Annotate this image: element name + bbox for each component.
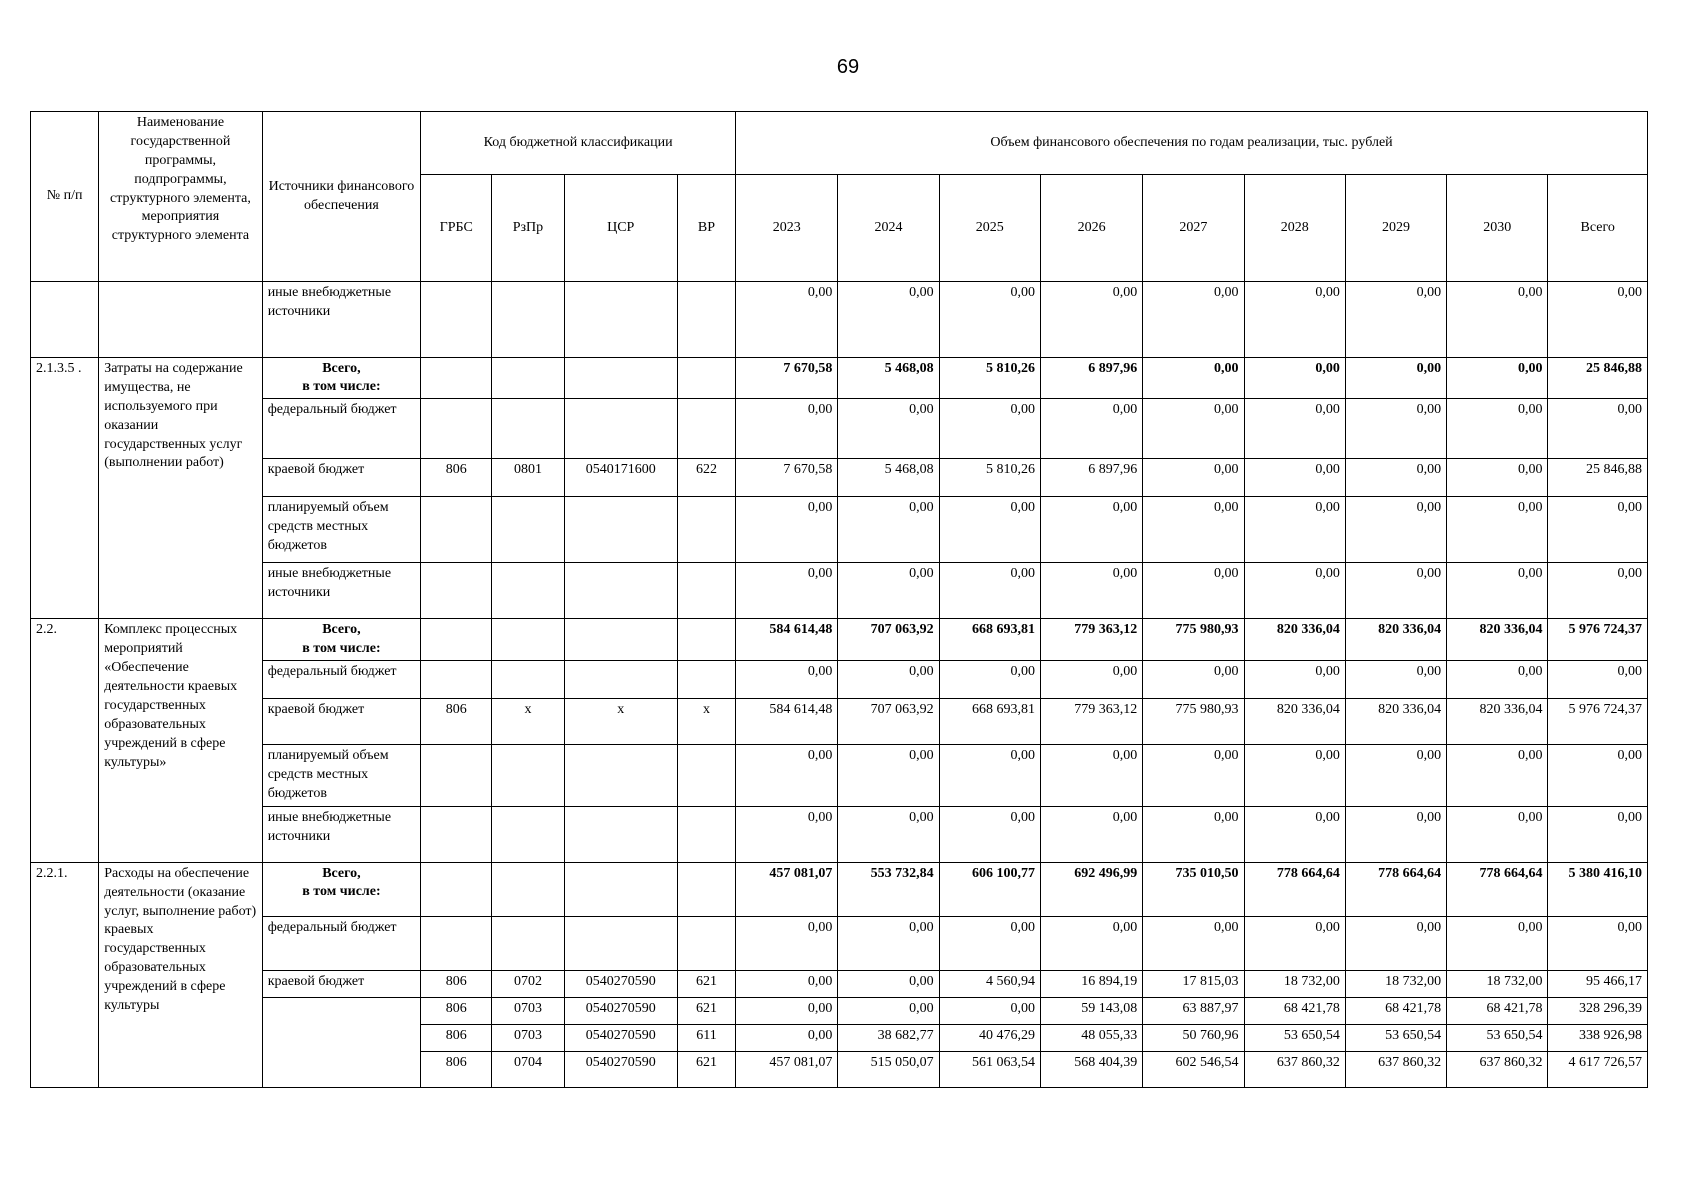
code-cell [677, 619, 735, 660]
value-cell: 820 336,04 [1447, 698, 1548, 744]
table-row [31, 806, 1648, 862]
value-cell: 0,00 [1345, 563, 1446, 619]
value-cell: 5 810,26 [939, 459, 1040, 497]
value-total-cell: 0,00 [1548, 563, 1648, 619]
value-cell: 0,00 [1345, 744, 1446, 806]
source-total-line2: в том числе: [302, 379, 381, 395]
code-cell [421, 358, 492, 399]
source-total-label [262, 358, 420, 399]
source-label: иные внебюджетные источники [262, 563, 420, 619]
value-cell: 5 468,08 [838, 358, 939, 399]
value-cell: 0,00 [1447, 497, 1548, 563]
value-cell: 637 860,32 [1447, 1051, 1548, 1087]
value-cell: 0,00 [1447, 459, 1548, 497]
value-cell: 0,00 [838, 997, 939, 1024]
value-cell: 0,00 [736, 1024, 838, 1051]
value-cell: 53 650,54 [1244, 1024, 1345, 1051]
value-cell: 457 081,07 [736, 1051, 838, 1087]
source-total-line1: Всего, [322, 361, 361, 376]
value-cell: 6 897,96 [1040, 459, 1142, 497]
value-cell: 820 336,04 [1447, 619, 1548, 660]
header-source: Источники финансового обеспечения [262, 112, 420, 282]
value-cell: 0,00 [1345, 806, 1446, 862]
value-cell: 0,00 [736, 744, 838, 806]
code-cell: 0540270590 [564, 970, 677, 997]
source-total-line2: в том числе: [302, 883, 381, 899]
code-cell: 806 [421, 997, 492, 1024]
value-cell: 0,00 [1040, 744, 1142, 806]
header-name: Наименование государственной программы, подпрограммы, структурного элемента, мероприятия структурного элемента [99, 112, 262, 282]
value-cell: 63 887,97 [1143, 997, 1244, 1024]
code-cell [492, 660, 564, 698]
value-cell: 0,00 [1345, 459, 1446, 497]
value-cell: 5 810,26 [939, 358, 1040, 399]
code-cell [564, 806, 677, 862]
value-cell: 0,00 [1143, 399, 1244, 459]
value-cell: 0,00 [1040, 660, 1142, 698]
code-cell [421, 862, 492, 916]
code-cell [421, 399, 492, 459]
header-year-3: 2026 [1040, 175, 1142, 282]
value-cell: 0,00 [1040, 916, 1142, 970]
value-cell: 0,00 [838, 282, 939, 358]
value-cell: 735 010,50 [1143, 862, 1244, 916]
table-row [31, 916, 1648, 970]
code-cell [492, 744, 564, 806]
value-cell: 0,00 [736, 563, 838, 619]
code-cell [677, 806, 735, 862]
value-cell: 0,00 [1143, 459, 1244, 497]
source-label: федеральный бюджет [262, 660, 420, 698]
value-cell: 68 421,78 [1244, 997, 1345, 1024]
code-cell: х [677, 698, 735, 744]
source-label [262, 997, 420, 1087]
code-cell [564, 563, 677, 619]
table-row [31, 862, 1648, 916]
source-label: краевой бюджет [262, 970, 420, 997]
value-cell: 0,00 [1345, 916, 1446, 970]
code-cell: 806 [421, 1024, 492, 1051]
value-cell: 707 063,92 [838, 698, 939, 744]
financing-table [30, 111, 1648, 1088]
table-row [31, 619, 1648, 660]
code-cell [564, 916, 677, 970]
value-total-cell: 328 296,39 [1548, 997, 1648, 1024]
value-cell: 0,00 [838, 970, 939, 997]
value-cell: 820 336,04 [1345, 698, 1446, 744]
code-cell [677, 399, 735, 459]
value-cell: 820 336,04 [1244, 698, 1345, 744]
value-cell: 0,00 [1143, 563, 1244, 619]
value-cell: 778 664,64 [1244, 862, 1345, 916]
code-cell: х [564, 698, 677, 744]
code-cell [421, 563, 492, 619]
value-cell: 0,00 [736, 282, 838, 358]
source-total-label [262, 619, 420, 660]
value-cell: 0,00 [736, 497, 838, 563]
value-cell: 0,00 [1244, 358, 1345, 399]
table-row [31, 997, 1648, 1024]
value-cell: 0,00 [1447, 744, 1548, 806]
table-row [31, 399, 1648, 459]
row-number [31, 282, 99, 358]
value-cell: 779 363,12 [1040, 619, 1142, 660]
value-cell: 0,00 [1244, 497, 1345, 563]
value-total-cell: 25 846,88 [1548, 358, 1648, 399]
header-code-0: ГРБС [421, 175, 492, 282]
header-year-4: 2027 [1143, 175, 1244, 282]
value-cell: 553 732,84 [838, 862, 939, 916]
value-cell: 0,00 [1244, 563, 1345, 619]
value-cell: 820 336,04 [1345, 619, 1446, 660]
value-total-cell: 0,00 [1548, 497, 1648, 563]
code-cell [492, 563, 564, 619]
code-cell [492, 358, 564, 399]
value-cell: 50 760,96 [1143, 1024, 1244, 1051]
value-cell: 0,00 [939, 916, 1040, 970]
source-label: иные внебюджетные источники [262, 806, 420, 862]
code-cell [421, 916, 492, 970]
value-cell: 0,00 [939, 497, 1040, 563]
value-cell: 0,00 [939, 282, 1040, 358]
value-cell: 6 897,96 [1040, 358, 1142, 399]
code-cell [564, 358, 677, 399]
source-label: планируемый объем средств местных бюджетов [262, 497, 420, 563]
table-row [31, 497, 1648, 563]
value-cell: 0,00 [736, 660, 838, 698]
value-cell: 40 476,29 [939, 1024, 1040, 1051]
code-cell: 0540171600 [564, 459, 677, 497]
value-cell: 820 336,04 [1244, 619, 1345, 660]
code-cell: 0702 [492, 970, 564, 997]
code-cell: 0703 [492, 1024, 564, 1051]
code-cell [421, 497, 492, 563]
code-cell [492, 399, 564, 459]
value-total-cell: 5 976 724,37 [1548, 698, 1648, 744]
value-cell: 0,00 [736, 970, 838, 997]
code-cell [677, 862, 735, 916]
value-cell: 7 670,58 [736, 459, 838, 497]
value-cell: 4 560,94 [939, 970, 1040, 997]
value-cell: 0,00 [1244, 660, 1345, 698]
source-label: планируемый объем средств местных бюджетов [262, 744, 420, 806]
value-cell: 606 100,77 [939, 862, 1040, 916]
code-cell [677, 358, 735, 399]
value-cell: 18 732,00 [1447, 970, 1548, 997]
code-cell: 0704 [492, 1051, 564, 1087]
row-name: Расходы на обеспечение деятельности (оказание услуг, выполнение работ) краевых государственных образовательных учреждений в сфере культуры [99, 862, 262, 1087]
value-cell: 0,00 [736, 997, 838, 1024]
value-cell: 0,00 [939, 563, 1040, 619]
value-cell: 0,00 [1244, 399, 1345, 459]
value-cell: 0,00 [1143, 358, 1244, 399]
code-cell: 622 [677, 459, 735, 497]
value-total-cell: 5 976 724,37 [1548, 619, 1648, 660]
row-number: 2.2. [31, 619, 99, 862]
header-code-1: РзПр [492, 175, 564, 282]
value-cell: 637 860,32 [1244, 1051, 1345, 1087]
value-cell: 637 860,32 [1345, 1051, 1446, 1087]
value-total-cell: 5 380 416,10 [1548, 862, 1648, 916]
value-cell: 0,00 [1244, 282, 1345, 358]
value-cell: 0,00 [838, 660, 939, 698]
code-cell: 611 [677, 1024, 735, 1051]
value-cell: 18 732,00 [1244, 970, 1345, 997]
code-cell [677, 563, 735, 619]
value-cell: 0,00 [736, 399, 838, 459]
value-cell: 0,00 [736, 916, 838, 970]
value-cell: 0,00 [1447, 660, 1548, 698]
value-cell: 53 650,54 [1345, 1024, 1446, 1051]
value-cell: 0,00 [1244, 806, 1345, 862]
code-cell [564, 619, 677, 660]
code-cell: 0703 [492, 997, 564, 1024]
code-cell [492, 806, 564, 862]
source-label: иные внебюджетные источники [262, 282, 420, 358]
table-row [31, 970, 1648, 997]
header-year-1: 2024 [838, 175, 939, 282]
header-year-7: 2030 [1447, 175, 1548, 282]
code-cell [492, 916, 564, 970]
value-cell: 0,00 [1040, 806, 1142, 862]
value-cell: 0,00 [1040, 399, 1142, 459]
value-cell: 0,00 [1143, 282, 1244, 358]
header-year-0: 2023 [736, 175, 838, 282]
code-cell [421, 806, 492, 862]
value-cell: 5 468,08 [838, 459, 939, 497]
code-cell: 0540270590 [564, 997, 677, 1024]
code-cell: 806 [421, 970, 492, 997]
row-name: Затраты на содержание имущества, не используемого при оказании государственных услуг (выполнении работ) [99, 358, 262, 619]
header-num: № п/п [31, 112, 99, 282]
header-code-2: ЦСР [564, 175, 677, 282]
value-cell: 0,00 [1143, 660, 1244, 698]
source-label: краевой бюджет [262, 698, 420, 744]
code-cell [564, 399, 677, 459]
value-total-cell: 0,00 [1548, 282, 1648, 358]
value-cell: 0,00 [1143, 806, 1244, 862]
header-code-3: ВР [677, 175, 735, 282]
value-cell: 668 693,81 [939, 619, 1040, 660]
code-cell [677, 660, 735, 698]
value-cell: 0,00 [1040, 563, 1142, 619]
row-number: 2.1.3.5 . [31, 358, 99, 619]
header-year-2: 2025 [939, 175, 1040, 282]
value-cell: 16 894,19 [1040, 970, 1142, 997]
code-cell [564, 282, 677, 358]
value-cell: 668 693,81 [939, 698, 1040, 744]
code-cell: 806 [421, 698, 492, 744]
code-cell: 0540270590 [564, 1051, 677, 1087]
value-cell: 0,00 [939, 806, 1040, 862]
source-label: краевой бюджет [262, 459, 420, 497]
value-cell: 778 664,64 [1345, 862, 1446, 916]
value-cell: 0,00 [838, 744, 939, 806]
value-cell: 0,00 [939, 660, 1040, 698]
code-cell [677, 916, 735, 970]
value-total-cell: 0,00 [1548, 660, 1648, 698]
value-cell: 0,00 [1447, 563, 1548, 619]
code-cell [564, 862, 677, 916]
table-row [31, 744, 1648, 806]
source-label: федеральный бюджет [262, 916, 420, 970]
value-cell: 568 404,39 [1040, 1051, 1142, 1087]
row-name [99, 282, 262, 358]
value-cell: 38 682,77 [838, 1024, 939, 1051]
value-cell: 0,00 [838, 806, 939, 862]
value-cell: 0,00 [838, 916, 939, 970]
value-cell: 0,00 [1345, 358, 1446, 399]
value-cell: 0,00 [1244, 459, 1345, 497]
code-cell [564, 744, 677, 806]
value-cell: 0,00 [1345, 660, 1446, 698]
source-total-line1: Всего, [322, 622, 361, 638]
value-cell: 775 980,93 [1143, 619, 1244, 660]
source-label: федеральный бюджет [262, 399, 420, 459]
value-cell: 0,00 [1447, 916, 1548, 970]
value-total-cell: 0,00 [1548, 744, 1648, 806]
code-cell [421, 282, 492, 358]
code-cell [421, 619, 492, 660]
value-cell: 0,00 [1447, 358, 1548, 399]
code-cell [492, 619, 564, 660]
code-cell [564, 497, 677, 563]
value-cell: 0,00 [1143, 744, 1244, 806]
value-cell: 0,00 [1345, 399, 1446, 459]
code-cell [677, 497, 735, 563]
value-cell: 0,00 [1447, 399, 1548, 459]
value-cell: 707 063,92 [838, 619, 939, 660]
row-name: Комплекс процессных мероприятий «Обеспечение деятельности краевых государственных образовательных учреждений в сфере культуры» [99, 619, 262, 862]
code-cell: 806 [421, 459, 492, 497]
code-cell [421, 660, 492, 698]
code-cell [492, 497, 564, 563]
table-row [31, 660, 1648, 698]
value-cell: 0,00 [1143, 497, 1244, 563]
header-year-5: 2028 [1244, 175, 1345, 282]
code-cell [677, 282, 735, 358]
value-cell: 0,00 [939, 997, 1040, 1024]
table-row [31, 459, 1648, 497]
header-volume-group: Объем финансового обеспечения по годам реализации, тыс. рублей [736, 112, 1648, 175]
value-total-cell: 25 846,88 [1548, 459, 1648, 497]
page-number: 69 [836, 56, 860, 78]
header-year-8: Всего [1548, 175, 1648, 282]
code-cell: 806 [421, 1051, 492, 1087]
table-row [31, 358, 1648, 399]
code-cell: 621 [677, 970, 735, 997]
value-cell: 0,00 [1244, 744, 1345, 806]
value-cell: 692 496,99 [1040, 862, 1142, 916]
value-cell: 48 055,33 [1040, 1024, 1142, 1051]
value-cell: 68 421,78 [1345, 997, 1446, 1024]
value-cell: 0,00 [939, 744, 1040, 806]
code-cell: 0540270590 [564, 1024, 677, 1051]
value-cell: 778 664,64 [1447, 862, 1548, 916]
value-cell: 0,00 [1040, 282, 1142, 358]
value-total-cell: 4 617 726,57 [1548, 1051, 1648, 1087]
code-cell [492, 282, 564, 358]
header-year-6: 2029 [1345, 175, 1446, 282]
row-number: 2.2.1. [31, 862, 99, 1087]
value-total-cell: 0,00 [1548, 399, 1648, 459]
value-cell: 0,00 [838, 497, 939, 563]
code-cell: 621 [677, 1051, 735, 1087]
value-cell: 0,00 [1447, 282, 1548, 358]
value-cell: 0,00 [736, 806, 838, 862]
value-cell: 17 815,03 [1143, 970, 1244, 997]
value-cell: 0,00 [1143, 916, 1244, 970]
value-cell: 0,00 [939, 399, 1040, 459]
value-cell: 68 421,78 [1447, 997, 1548, 1024]
code-cell [677, 744, 735, 806]
value-cell: 457 081,07 [736, 862, 838, 916]
table-row [31, 282, 1648, 358]
value-cell: 0,00 [1040, 497, 1142, 563]
table-row [31, 698, 1648, 744]
value-total-cell: 95 466,17 [1548, 970, 1648, 997]
code-cell [421, 744, 492, 806]
value-cell: 0,00 [1345, 497, 1446, 563]
value-cell: 602 546,54 [1143, 1051, 1244, 1087]
value-cell: 0,00 [838, 563, 939, 619]
value-total-cell: 338 926,98 [1548, 1024, 1648, 1051]
value-cell: 18 732,00 [1345, 970, 1446, 997]
value-cell: 0,00 [838, 399, 939, 459]
value-cell: 584 614,48 [736, 619, 838, 660]
header-code-group: Код бюджетной классификации [421, 112, 736, 175]
table-row [31, 563, 1648, 619]
value-cell: 0,00 [1244, 916, 1345, 970]
value-cell: 584 614,48 [736, 698, 838, 744]
source-total-label [262, 862, 420, 916]
value-cell: 59 143,08 [1040, 997, 1142, 1024]
value-cell: 0,00 [1447, 806, 1548, 862]
source-total-line1: Всего, [322, 865, 361, 881]
value-total-cell: 0,00 [1548, 916, 1648, 970]
value-cell: 515 050,07 [838, 1051, 939, 1087]
value-cell: 561 063,54 [939, 1051, 1040, 1087]
value-cell: 7 670,58 [736, 358, 838, 399]
source-total-line2: в том числе: [302, 640, 381, 656]
code-cell: х [492, 698, 564, 744]
value-total-cell: 0,00 [1548, 806, 1648, 862]
code-cell [564, 660, 677, 698]
value-cell: 775 980,93 [1143, 698, 1244, 744]
value-cell: 779 363,12 [1040, 698, 1142, 744]
code-cell: 621 [677, 997, 735, 1024]
code-cell: 0801 [492, 459, 564, 497]
value-cell: 53 650,54 [1447, 1024, 1548, 1051]
value-cell: 0,00 [1345, 282, 1446, 358]
code-cell [492, 862, 564, 916]
